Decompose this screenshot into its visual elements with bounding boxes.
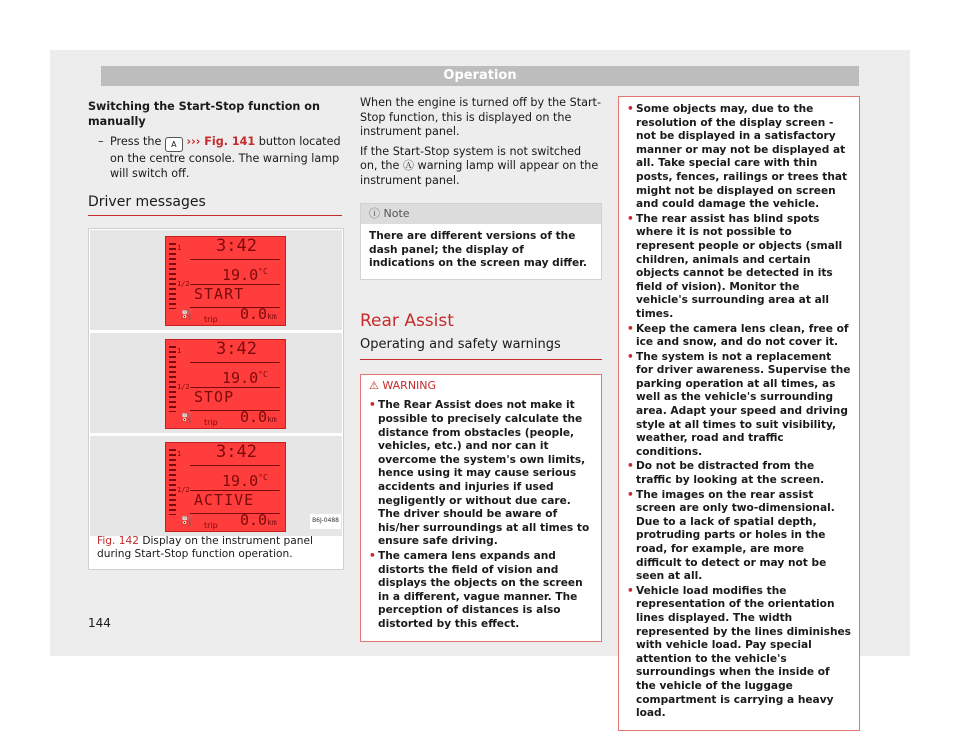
warning-bullet: • Do not be distracted from the traffic by looking at the screen.	[627, 460, 851, 487]
warning-box-continued	[618, 96, 860, 731]
display-panel-start	[90, 230, 342, 330]
distance-unit: km	[267, 414, 277, 424]
start-stop-message: ACTIVE	[194, 490, 255, 509]
warning-bullet: • Vehicle load modifies the representation of the orientation lines displayed. The width represented by the lines diminishes with vehicle load. Pay special attention to the vehicle's surroundings when the inside of the vehicle of the luggage compartment is carrying a heavy load.	[627, 585, 851, 721]
subsection-heading: Switching the Start-Stop function on manually	[88, 100, 320, 128]
trip-label: trip	[204, 417, 218, 427]
fuel-half-label: 1/2	[177, 485, 190, 494]
column-left	[88, 96, 342, 570]
lcd-divider	[190, 465, 280, 466]
distance-unit: km	[267, 311, 277, 321]
distance-value: 0.0	[240, 510, 268, 529]
warning-bullet: • The system is not a replacement for driver awareness. Supervise the parking operation at all times, as well as the vehicle's surrounding area. Adapt your speed and driving style at all times to suit visibility, weather, road and traffic conditions.	[627, 351, 851, 460]
warning-body	[619, 97, 859, 730]
figure-code: B6J-0488	[310, 514, 341, 529]
fuel-pump-icon: ⛽	[180, 515, 193, 527]
section-title-driver-messages: Driver messages	[88, 195, 342, 216]
temperature-value: 19.0	[222, 471, 259, 490]
distance-readout	[240, 510, 277, 531]
step-text-after: button located on the centre console. The warning lamp will switch off.	[110, 135, 341, 180]
warning-triangle-icon: ⚠	[369, 378, 379, 392]
lcd-divider	[190, 362, 280, 363]
instrument-lcd	[165, 339, 286, 429]
clock-readout: 3:42	[216, 338, 257, 359]
warning-bullet: • The images on the rear assist screen are only two-dimensional. Due to a lack of spatial depth, protruding parts or holes in the road, for example, are more difficult to detect or may not be seen at all.	[627, 489, 851, 584]
fuel-half-label: 1/2	[177, 279, 190, 288]
note-header	[361, 204, 601, 225]
fuel-full-label: 1	[177, 346, 182, 355]
figure-label: Fig. 142	[97, 534, 139, 547]
temperature-readout	[222, 265, 268, 283]
fuel-pump-icon: ⛽	[180, 412, 193, 424]
warning-title: WARNING	[382, 378, 437, 392]
instruction-step	[88, 135, 342, 181]
clock-readout: 3:42	[216, 441, 257, 462]
page-number: 144	[88, 616, 111, 630]
paragraph-warning-lamp	[360, 145, 602, 189]
warning-bullet: • Keep the camera lens clean, free of ice and snow, and do not cover it.	[627, 323, 851, 350]
temperature-unit: °C	[258, 472, 268, 482]
warning-header	[361, 375, 601, 398]
page-header: Operation	[101, 66, 859, 86]
distance-unit: km	[267, 517, 277, 527]
step-text-before: Press the	[110, 135, 162, 149]
column-right	[618, 96, 860, 731]
warning-box	[360, 374, 602, 642]
warning-bullet: • The camera lens expands and distorts the field of vision and displays the objects on the screen in a different, vague manner. The perception of distances is also distorted by this effect.	[369, 550, 593, 632]
figure-caption-text: Display on the instrument panel during Start-Stop function operation.	[97, 534, 313, 561]
trip-label: trip	[204, 520, 218, 530]
paragraph-text-before: If the Start-Stop system is not switched on, the	[360, 144, 582, 173]
fuel-level-bars	[169, 243, 176, 309]
column-middle	[360, 96, 602, 642]
fuel-pump-icon: ⛽	[180, 309, 193, 321]
paragraph-engine-off: When the engine is turned off by the Start-Stop function, this is displayed on the instrument panel.	[360, 96, 601, 139]
distance-value: 0.0	[240, 304, 268, 323]
warning-body	[361, 397, 601, 640]
temperature-readout	[222, 471, 268, 489]
distance-readout	[240, 304, 277, 325]
start-stop-message: START	[194, 284, 245, 303]
distance-readout	[240, 407, 277, 428]
temperature-value: 19.0	[222, 265, 259, 284]
fuel-level-bars	[169, 346, 176, 412]
figure-caption	[97, 535, 333, 562]
warning-bullet: • Some objects may, due to the resolution of the display screen - not be displayed in a satisfactory manner or may not be displayed at all. Take special care with thin posts, fences, railings or trees that might not be displayed on screen and could damage the vehicle.	[627, 103, 851, 212]
trip-label: trip	[204, 314, 218, 324]
figure-reference-link[interactable]: ››› Fig. 141	[186, 135, 256, 149]
fuel-full-label: 1	[177, 449, 182, 458]
info-icon: ⓘ	[369, 206, 380, 220]
warning-bullet: • The rear assist has blind spots where it is not possible to represent people or objects (small children, animals and certain objects cannot be detected in its field of vision). Monitor the vehicle's surrounding area at all times.	[627, 213, 851, 322]
paragraph-text-after: warning lamp will appear on the instrument panel.	[360, 159, 599, 187]
temperature-unit: °C	[258, 266, 268, 276]
step-dash: –	[98, 135, 104, 149]
instrument-lcd	[165, 442, 286, 532]
fuel-full-label: 1	[177, 243, 182, 252]
note-title: Note	[383, 206, 410, 220]
distance-value: 0.0	[240, 407, 268, 426]
start-stop-message: STOP	[194, 387, 235, 406]
display-panel-active	[90, 436, 342, 536]
lcd-divider	[190, 259, 280, 260]
instrument-lcd	[165, 236, 286, 326]
warning-bullet: • The Rear Assist does not make it possible to precisely calculate the distance from obstacles (people, vehicles, etc.) and nor can it overcome the system's own limits, hence using it may cause serious accidents and injuries if used negligently or without due care. The driver should be aware of his/her surroundings at all times to ensure safe driving.	[369, 399, 593, 549]
temperature-readout	[222, 368, 268, 386]
subsection-title-safety-warnings: Operating and safety warnings	[360, 338, 602, 360]
temperature-value: 19.0	[222, 368, 259, 387]
display-panel-stop	[90, 333, 342, 433]
start-stop-off-icon: Ⓐ	[402, 159, 414, 173]
fuel-half-label: 1/2	[177, 382, 190, 391]
clock-readout: 3:42	[216, 235, 257, 256]
fuel-level-bars	[169, 449, 176, 515]
section-title-rear-assist: Rear Assist	[360, 310, 454, 331]
figure-142	[88, 228, 344, 570]
start-stop-button-icon: A	[165, 137, 183, 152]
note-box	[360, 203, 602, 280]
temperature-unit: °C	[258, 369, 268, 379]
note-body: There are different versions of the dash panel; the display of indications on the screen may differ.	[369, 230, 587, 270]
